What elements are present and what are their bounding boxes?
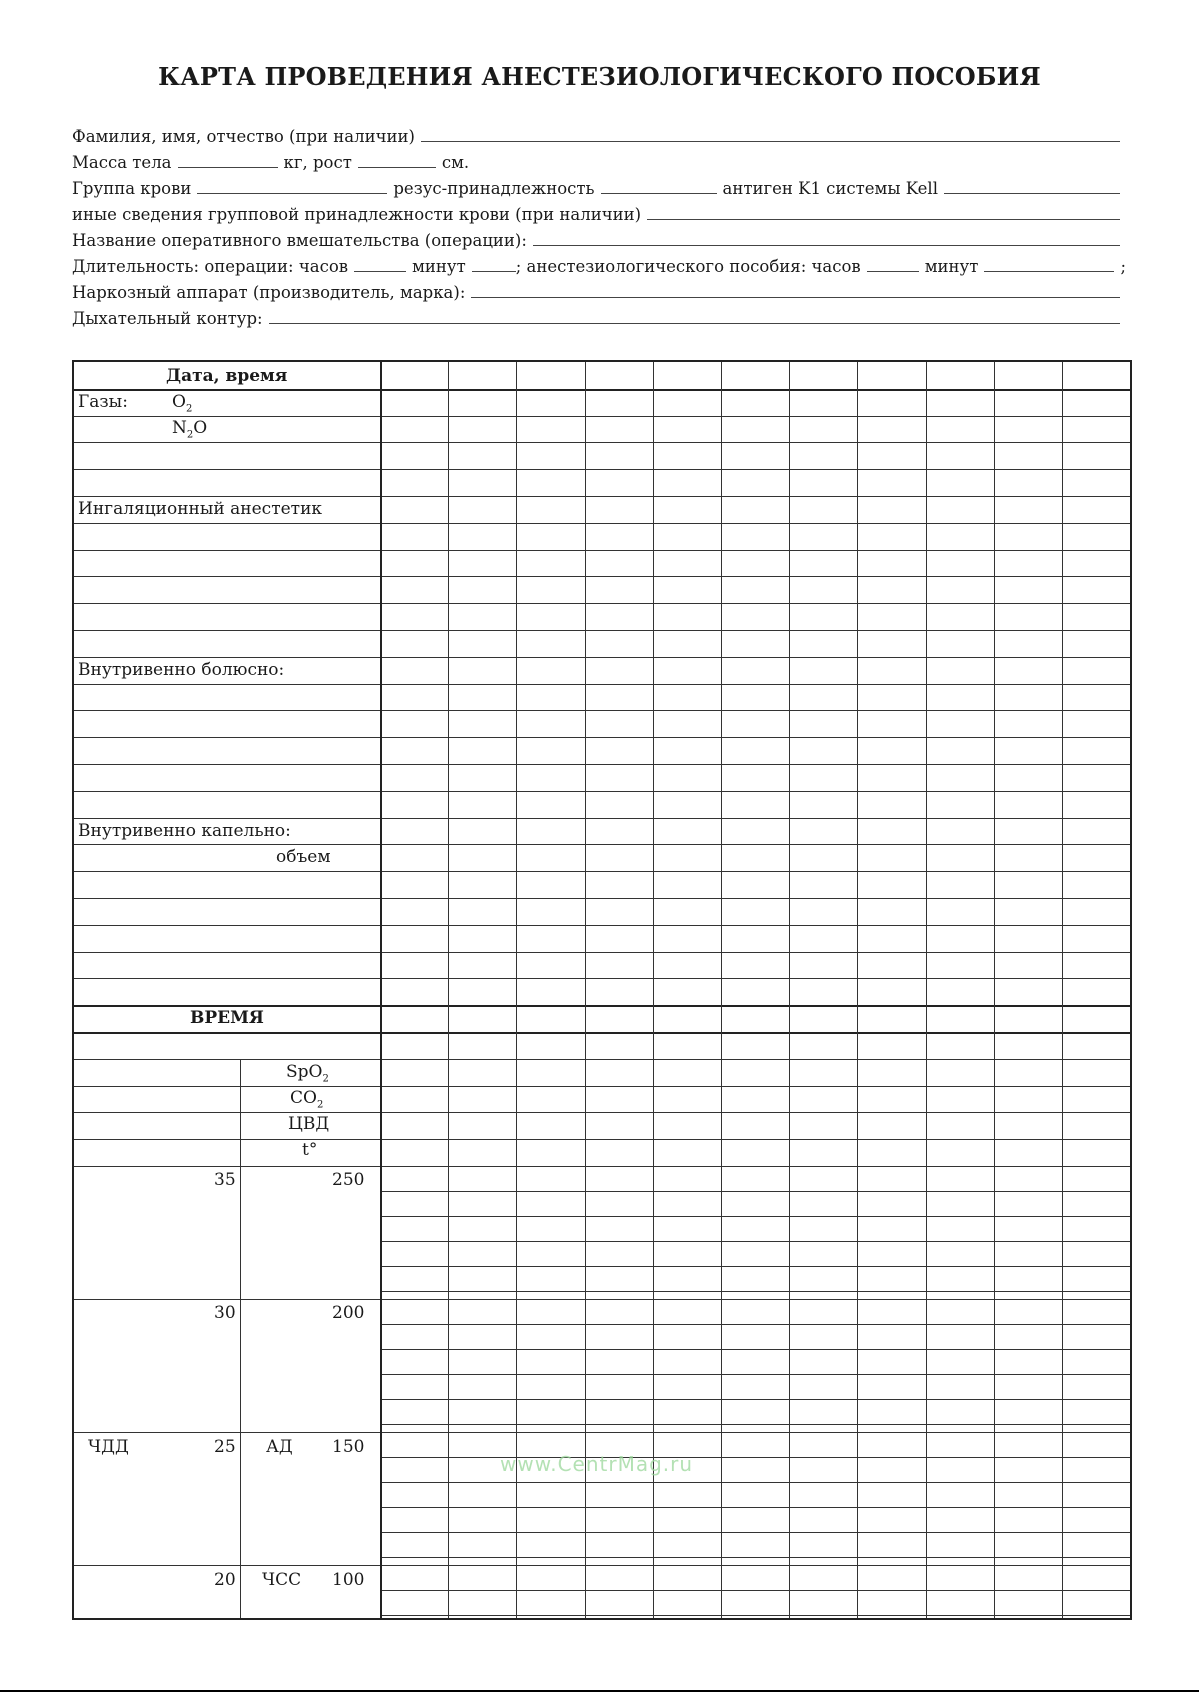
scale-left-35: 35 — [214, 1170, 236, 1190]
chart-block-line — [74, 1299, 1130, 1300]
apparatus-line — [72, 276, 1126, 302]
scale-left-25: 25 — [214, 1437, 236, 1457]
grid-row-line — [74, 630, 1130, 631]
height-field[interactable] — [358, 147, 436, 168]
grid-row-line — [74, 871, 1130, 872]
cm-label: см. — [441, 153, 470, 172]
grid-row-line — [74, 952, 1130, 953]
other-group-label: иные сведения групповой принадлежности крови (при наличии) — [72, 205, 642, 224]
co2-sub: 2 — [316, 1099, 324, 1111]
chart-block-line — [74, 1565, 1130, 1566]
other-group-field[interactable] — [647, 199, 1120, 220]
chart-sub-line — [380, 1241, 1130, 1242]
chart-sub-line — [380, 1399, 1130, 1400]
operation-field[interactable] — [533, 225, 1120, 246]
scale-right-150: 150 — [332, 1437, 365, 1457]
mass-label: Масса тела — [72, 153, 172, 172]
semicolon: ; — [1120, 257, 1126, 276]
fio-label: Фамилия, имя, отчество (при наличии) — [72, 127, 415, 146]
data-column-line — [857, 362, 858, 1618]
chart-sub-line — [380, 1191, 1130, 1192]
data-column-line — [653, 362, 654, 1618]
n2o-sub: 2 — [186, 429, 194, 441]
scale-left-20: 20 — [214, 1570, 236, 1590]
an-hours-field[interactable] — [867, 251, 919, 272]
chart-sub-line — [380, 1266, 1130, 1267]
kell-field[interactable] — [944, 173, 1120, 194]
grid-row-line — [74, 1139, 1130, 1140]
scale-right-200: 200 — [332, 1303, 365, 1323]
chart-sub-line — [380, 1216, 1130, 1217]
grid-row-line — [74, 1086, 1130, 1087]
apparatus-field[interactable] — [471, 277, 1120, 298]
height-label: кг, рост — [283, 153, 352, 172]
chart-sub-line — [380, 1590, 1130, 1591]
scale-left-30: 30 — [214, 1303, 236, 1323]
rhesus-field[interactable] — [601, 173, 717, 194]
chart-sub-line — [380, 1349, 1130, 1350]
rr-label: ЧДД — [88, 1437, 129, 1457]
grid-row-line — [74, 684, 1130, 685]
inhalation-label: Ингаляционный анестетик — [78, 499, 323, 519]
grid-row-line — [74, 657, 1130, 658]
chart-block-line — [74, 1432, 1130, 1433]
grid-row-line — [74, 844, 1130, 845]
circuit-field[interactable] — [269, 303, 1120, 324]
bottom-rule — [0, 1690, 1199, 1692]
spo2-text: SpO — [286, 1062, 323, 1082]
grid-row-line — [74, 496, 1130, 497]
n2o-label — [172, 418, 207, 440]
cvp-label: ЦВД — [288, 1114, 330, 1134]
rhesus-label: резус-принадлежность — [393, 179, 595, 198]
grid-row-line — [74, 818, 1130, 819]
chart-sub-line — [380, 1557, 1130, 1558]
chart-sub-line — [380, 1615, 1130, 1616]
grid-row-line — [74, 791, 1130, 792]
grid-row-line — [74, 978, 1130, 979]
data-column-line — [585, 362, 586, 1618]
iv-bolus-label: Внутривенно болюсно: — [78, 660, 285, 680]
blood-line — [72, 172, 1126, 198]
o2-label — [172, 392, 192, 414]
data-column-line — [926, 362, 927, 1618]
fio-line — [72, 120, 1126, 146]
time-header: ВРЕМЯ — [190, 1008, 264, 1028]
iv-drip-label: Внутривенно капельно: — [78, 821, 291, 841]
data-column-line — [1062, 362, 1063, 1618]
blood-group-label: Группа крови — [72, 179, 192, 198]
co2-label — [290, 1088, 323, 1110]
grid-row-line — [74, 416, 1130, 417]
data-column-line — [516, 362, 517, 1618]
grid-row-line — [74, 1005, 1130, 1007]
duration-line — [72, 250, 1126, 276]
chart-sub-line — [380, 1457, 1130, 1458]
chart-sub-line — [380, 1507, 1130, 1508]
n2o-tail: O — [193, 418, 208, 438]
spo2-sub: 2 — [322, 1073, 329, 1085]
temp-label: t° — [302, 1140, 318, 1160]
o2-sub: 2 — [185, 403, 193, 415]
grid-row-line — [74, 603, 1130, 604]
anesthesia-label: ; анестезиологического пособия: часов — [515, 257, 861, 276]
data-column-line — [994, 362, 995, 1618]
grid-row-line — [74, 469, 1130, 470]
label-column-divider — [380, 362, 382, 1618]
chart-sub-line — [380, 1424, 1130, 1425]
bp-label: АД — [266, 1437, 293, 1457]
date-time-header: Дата, время — [166, 366, 288, 386]
an-minutes-field[interactable] — [984, 251, 1114, 272]
mass-line — [72, 146, 1126, 172]
fio-field[interactable] — [421, 121, 1120, 142]
gases-label: Газы: — [78, 392, 128, 412]
chart-sub-line — [380, 1324, 1130, 1325]
grid-row-line — [74, 764, 1130, 765]
hr-label: ЧСС — [262, 1570, 302, 1590]
chart-sub-line — [380, 1291, 1130, 1292]
chart-sub-line — [380, 1532, 1130, 1533]
circuit-line — [72, 302, 1126, 328]
grid-row-line — [74, 550, 1130, 551]
op-hours-field[interactable] — [354, 251, 406, 272]
spo2-label — [286, 1062, 329, 1084]
grid-row-line — [74, 1032, 1130, 1034]
volume-label: объем — [276, 847, 331, 867]
blood-group-field[interactable] — [197, 173, 387, 194]
grid-row-line — [74, 1059, 1130, 1060]
operation-line — [72, 224, 1126, 250]
chart-sub-line — [380, 1374, 1130, 1375]
operation-label: Название оперативного вмешательства (операции): — [72, 231, 527, 250]
an-minutes-label: минут — [924, 257, 979, 276]
duration-label: Длительность: операции: часов — [72, 257, 349, 276]
scale-column-divider — [240, 1059, 241, 1618]
n2o-text: N — [172, 418, 187, 438]
grid-row-line — [74, 710, 1130, 711]
grid-row-line — [74, 523, 1130, 524]
grid-row-line — [74, 925, 1130, 926]
apparatus-label: Наркозный аппарат (производитель, марка): — [72, 283, 466, 302]
data-column-line — [789, 362, 790, 1618]
page-title: КАРТА ПРОВЕДЕНИЯ АНЕСТЕЗИОЛОГИЧЕСКОГО ПОСОБИЯ — [158, 62, 1041, 91]
kell-label: антиген K1 системы Kell — [722, 179, 938, 198]
other-group-line — [72, 198, 1126, 224]
data-column-line — [448, 362, 449, 1618]
circuit-label: Дыхательный контур: — [72, 309, 263, 328]
op-minutes-field[interactable] — [472, 251, 516, 272]
anesthesia-grid — [72, 360, 1132, 1620]
o2-text: O — [172, 392, 186, 412]
mass-field[interactable] — [178, 147, 278, 168]
watermark: www.CentrMag.ru — [500, 1452, 694, 1476]
co2-text: CO — [290, 1088, 317, 1108]
scale-right-250: 250 — [332, 1170, 365, 1190]
grid-row-line — [74, 1112, 1130, 1113]
grid-row-line — [74, 1166, 1130, 1167]
grid-row-line — [74, 389, 1130, 391]
grid-row-line — [74, 442, 1130, 443]
scale-right-100: 100 — [332, 1570, 365, 1590]
grid-row-line — [74, 576, 1130, 577]
op-minutes-label: минут — [412, 257, 466, 276]
grid-row-line — [74, 898, 1130, 899]
chart-sub-line — [380, 1482, 1130, 1483]
grid-row-line — [74, 737, 1130, 738]
data-column-line — [721, 362, 722, 1618]
